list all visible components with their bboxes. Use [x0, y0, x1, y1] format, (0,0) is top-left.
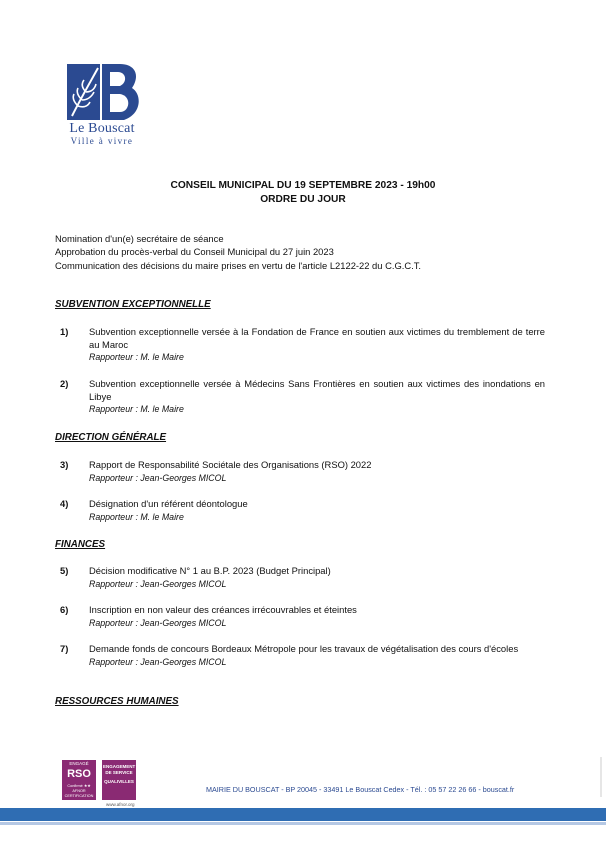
- item-rapporteur: Rapporteur : Jean-Georges MICOL: [89, 617, 227, 628]
- item-number: 1): [60, 326, 69, 337]
- service-badge-line1: ENGAGEMENT: [103, 764, 136, 769]
- rso-badge-bottom: Confirmé ★★ AFNOR CERTIFICATION: [64, 784, 94, 798]
- item-rapporteur: Rapporteur : M. le Maire: [89, 404, 184, 415]
- logo-name: Le Bouscat: [69, 121, 135, 136]
- footer-bar: [0, 808, 606, 821]
- item-number: 4): [60, 498, 69, 509]
- item-number: 5): [60, 565, 69, 576]
- section-heading-rh: RESSOURCES HUMAINES: [55, 696, 179, 707]
- document-subtitle: ORDRE DU JOUR: [260, 194, 346, 205]
- agenda-item: [55, 459, 545, 484]
- agenda-item: [55, 498, 545, 523]
- item-number: 3): [60, 459, 69, 470]
- footer-address: MAIRIE DU BOUSCAT - BP 20045 - 33491 Le Bouscat Cedex - Tél. : 05 57 22 26 66 - bouscat.fr: [206, 785, 515, 794]
- service-badge-line3: QUALIVILLES: [104, 779, 134, 784]
- service-badge-line2: DE SERVICE: [105, 770, 133, 775]
- item-number: 6): [60, 604, 69, 615]
- item-text: Rapport de Responsabilité Sociétale des Organisations (RSO) 2022: [89, 459, 372, 470]
- item-number: 7): [60, 643, 69, 654]
- footer-bar-light: [0, 822, 606, 825]
- intro-line: Approbation du procès-verbal du Conseil Municipal du 27 juin 2023: [55, 246, 334, 258]
- service-badge: [102, 760, 136, 800]
- item-rapporteur: Rapporteur : Jean-Georges MICOL: [89, 656, 227, 667]
- intro-line: Communication des décisions du maire prises en vertu de l'article L2122-22 du C.G.C.T.: [55, 259, 422, 271]
- section-heading-subvention: SUBVENTION EXCEPTIONNELLE: [55, 299, 211, 310]
- agenda-item: [55, 565, 545, 590]
- rso-badge-label: RSO: [67, 768, 91, 780]
- agenda-item: [55, 604, 545, 629]
- item-rapporteur: Rapporteur : M. le Maire: [89, 511, 184, 522]
- item-number: 2): [60, 378, 69, 389]
- logo-text: [62, 122, 142, 146]
- intro-list: [55, 232, 421, 272]
- intro-line: Nomination d'un(e) secrétaire de séance: [55, 233, 224, 244]
- agenda-item: [55, 326, 545, 363]
- section-heading-finances: FINANCES: [55, 539, 106, 550]
- right-margin-rule: [600, 757, 602, 797]
- item-rapporteur: Rapporteur : Jean-Georges MICOL: [89, 578, 227, 589]
- rso-badge: [62, 760, 96, 800]
- agenda-item: [55, 643, 545, 668]
- item-text: Demande fonds de concours Bordeaux Métropole pour les travaux de végétalisation des cours d'écoles: [89, 643, 519, 654]
- item-rapporteur: Rapporteur : Jean-Georges MICOL: [89, 472, 227, 483]
- item-text: Subvention exceptionnelle versée à Médecins Sans Frontières en soutien aux victimes des inondations en Libye: [89, 378, 545, 402]
- logo-tagline: Ville à vivre: [70, 136, 134, 146]
- item-text: Subvention exceptionnelle versée à la Fondation de France en soutien aux victimes du tremblement de terre au Maroc: [89, 326, 545, 350]
- item-text: Désignation d'un référent déontologue: [89, 498, 248, 509]
- item-rapporteur: Rapporteur : M. le Maire: [89, 352, 184, 363]
- agenda-item: [55, 378, 545, 415]
- section-heading-direction: DIRECTION GÉNÉRALE: [55, 432, 167, 443]
- item-text: Inscription en non valeur des créances irrécouvrables et éteintes: [89, 604, 357, 615]
- badge-url: www.afnor.org: [106, 802, 135, 807]
- document-title: CONSEIL MUNICIPAL DU 19 SEPTEMBRE 2023 - 19h00: [170, 180, 436, 191]
- item-text: Décision modificative N° 1 au B.P. 2023 (Budget Principal): [89, 565, 331, 576]
- rso-badge-top: ENGAGÉ: [69, 761, 89, 766]
